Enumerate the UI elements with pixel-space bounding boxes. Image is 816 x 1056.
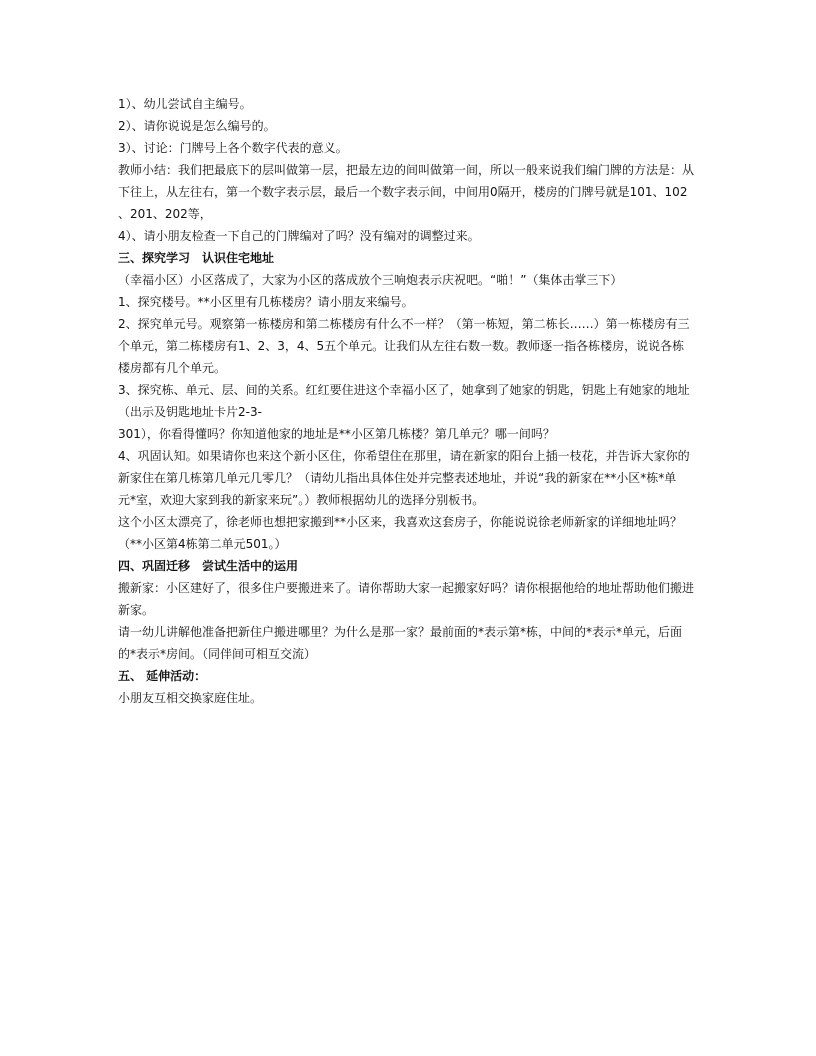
consolidate-line-1: 4、巩固认知。如果请你也来这个新小区住，你希望住在那里，请在新家的阳台上插一枝花，并告诉大家你的 bbox=[118, 449, 690, 463]
section-3-intro: （幸福小区）小区落成了，大家为小区的落成放个三响炮表示庆祝吧。“啪！”（集体击掌三下） bbox=[118, 273, 623, 287]
explore-relation-line-1: 3、探究栋、单元、层、间的关系。红红要住进这个幸福小区了，她拿到了她家的钥匙，钥匙上有她家的地址 bbox=[118, 383, 690, 397]
explore-unit-line-2: 个单元，第二栋楼房有1、2、3，4、5五个单元。让我们从左往右数一数。教师逐一指各栋楼房，说说各栋 bbox=[118, 339, 685, 353]
extension-activity-line: 小朋友互相交换家庭住址。 bbox=[118, 691, 263, 705]
step-2-line: 2）、请你说说是怎么编号的。 bbox=[118, 119, 276, 133]
step-4-line: 4）、请小朋友检查一下自己的门牌编对了吗？没有编对的调整过来。 bbox=[118, 229, 480, 243]
teacher-address-answer: （**小区第4栋第二单元501。） bbox=[118, 537, 287, 551]
section-5-heading: 五、 延伸活动： bbox=[118, 669, 207, 683]
document-body bbox=[118, 93, 700, 709]
moving-line-2: 新家。 bbox=[118, 603, 155, 617]
consolidate-line-2: 新家住在第几栋第几单元几零几？（请幼儿指出具体住处并完整表述地址，并说“我的新家在**小区*栋*单 bbox=[118, 471, 677, 485]
explore-unit-line-1: 2、探究单元号。观察第一栋楼房和第二栋楼房有什么不一样？（第一栋短，第二栋长……）第一栋楼房有三 bbox=[118, 317, 690, 331]
teacher-address-question: 这个小区太漂亮了，徐老师也想把家搬到**小区来，我喜欢这套房子，你能说说徐老师新家的详细地址吗？ bbox=[118, 515, 683, 529]
step-1-line: 1）、幼儿尝试自主编号。 bbox=[118, 97, 252, 111]
explore-relation-line-2: （出示及钥匙地址卡片2-3- bbox=[118, 405, 262, 419]
section-4-heading: 四、巩固迁移 尝试生活中的运用 bbox=[118, 559, 299, 573]
section-3-heading: 三、探究学习 认识住宅地址 bbox=[118, 251, 275, 265]
teacher-summary-line-2: 下往上，从左往右，第一个数字表示层，最后一个数字表示间，中间用0隔开，楼房的门牌号就是101、102 bbox=[118, 185, 688, 199]
teacher-summary-line-1: 教师小结：我们把最底下的层叫做第一层，把最左边的间叫做第一间，所以一般来说我们编门牌的方法是：从 bbox=[118, 163, 695, 177]
explain-line-2: 的*表示*房间。（同伴间可相互交流） bbox=[118, 647, 317, 661]
moving-line-1: 搬新家：小区建好了，很多住户要搬进来了。请你帮助大家一起搬家好吗？请你根据他给的地址帮助他们搬进 bbox=[118, 581, 695, 595]
consolidate-line-3: 元*室，欢迎大家到我的新家来玩”。）教师根据幼儿的选择分别板书。 bbox=[118, 493, 485, 507]
teacher-summary-line-3: 、201、202等， bbox=[118, 207, 212, 221]
explore-relation-line-3: 301），你看得懂吗？你知道他家的地址是**小区第几栋楼？第几单元？哪一间吗？ bbox=[118, 427, 555, 441]
explore-building-number: 1、探究楼号。**小区里有几栋楼房？请小朋友来编号。 bbox=[118, 295, 414, 309]
explore-unit-line-3: 楼房都有几个单元。 bbox=[118, 361, 227, 375]
step-3-line: 3）、讨论：门牌号上各个数字代表的意义。 bbox=[118, 141, 348, 155]
explain-line-1: 请一幼儿讲解他准备把新住户搬进哪里？为什么是那一家？最前面的*表示第*栋，中间的*表示*单元，后面 bbox=[118, 625, 683, 639]
